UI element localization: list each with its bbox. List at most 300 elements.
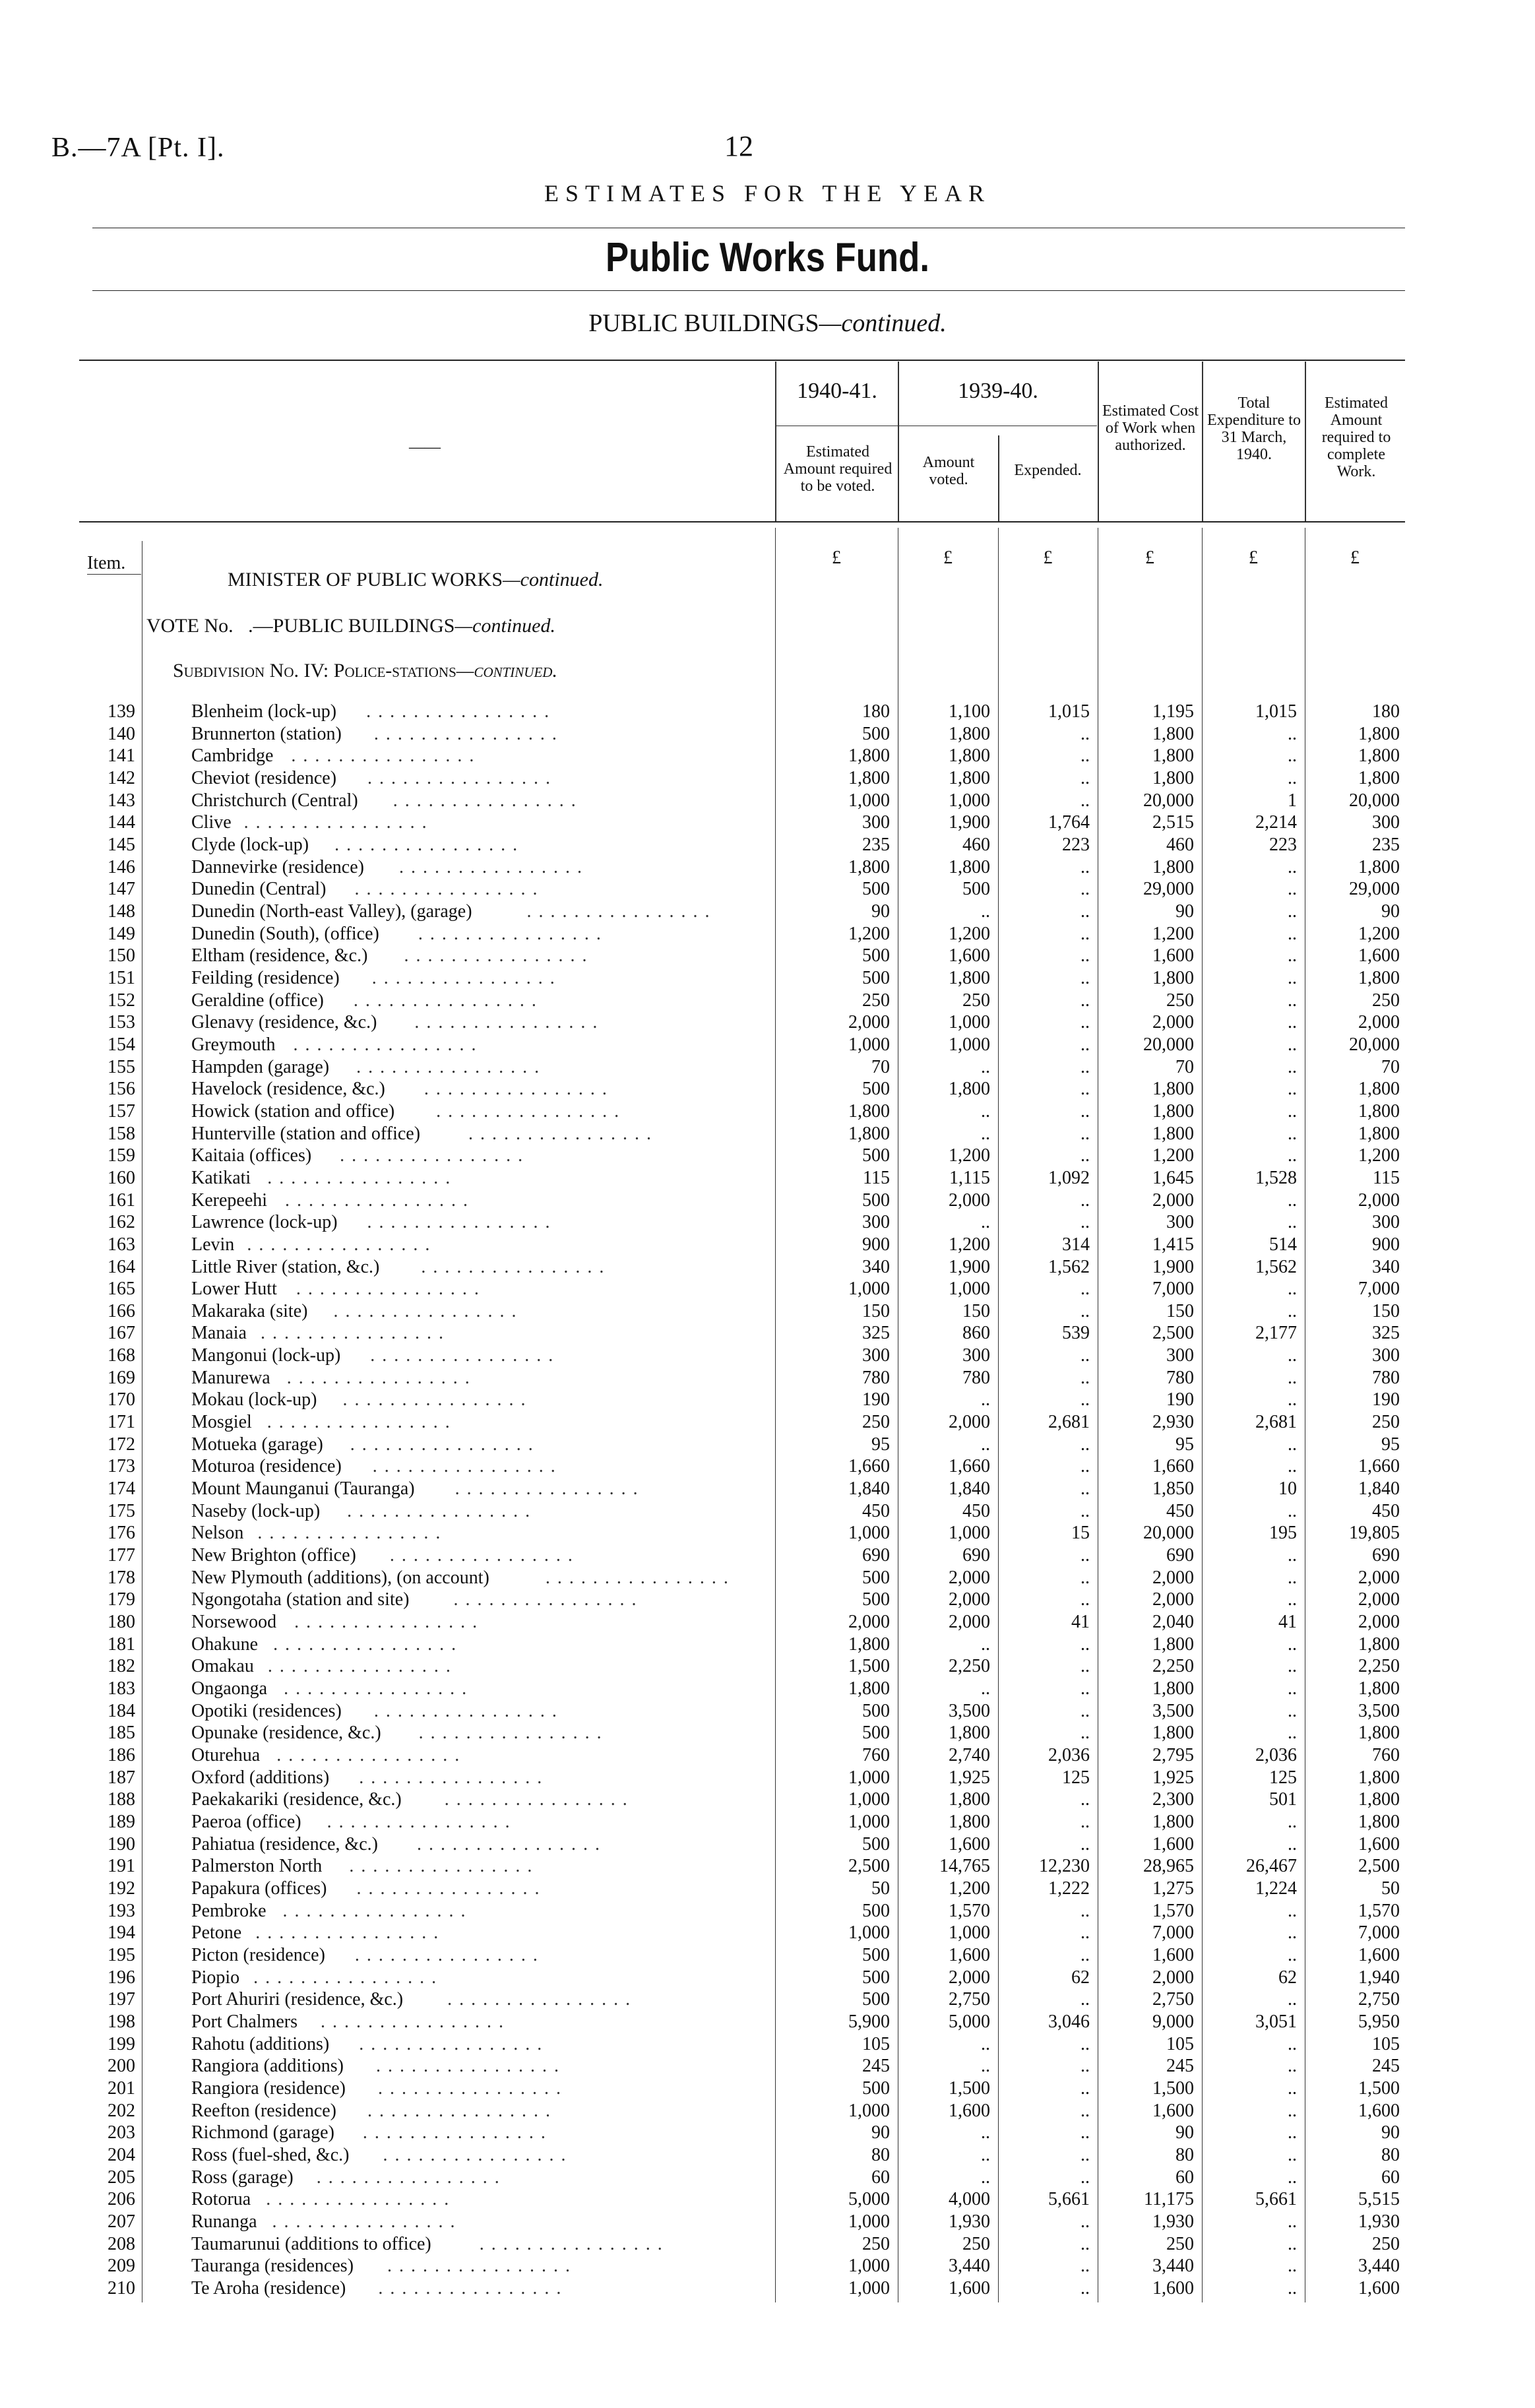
voted-1940-41: 5,000 [848, 2189, 890, 2210]
voted-1939-40: 3,500 [949, 1700, 990, 1721]
voted-1939-40: 1,660 [949, 1456, 990, 1477]
total-expenditure: .. [1288, 2122, 1297, 2143]
item-number: 144 [108, 812, 135, 833]
voted-1940-41: 500 [862, 967, 890, 988]
voted-1939-40: 1,800 [949, 1723, 990, 1744]
expended-1939-40: .. [1081, 1812, 1090, 1832]
voted-1939-40: .. [981, 1212, 990, 1233]
dot-leader: . . . . . . . . . . . . . . . . [366, 1456, 557, 1477]
total-expenditure: .. [1288, 1922, 1297, 1944]
table-row [0, 701, 1535, 723]
item-number: 178 [108, 1567, 135, 1588]
estimated-cost: 250 [1166, 2233, 1194, 2254]
item-description: Clyde (lock-up) [191, 834, 309, 855]
expended-1939-40: .. [1081, 2033, 1090, 2054]
estimated-cost: 2,795 [1152, 1745, 1194, 1766]
total-expenditure: 223 [1269, 834, 1297, 855]
item-description: Kerepeehi [191, 1189, 268, 1211]
voted-1940-41: 500 [862, 1189, 890, 1211]
voted-1940-41: 780 [862, 1367, 890, 1388]
total-expenditure: 2,036 [1255, 1745, 1297, 1766]
voted-1939-40: 1,000 [949, 1034, 990, 1055]
voted-1939-40: 2,000 [949, 1412, 990, 1433]
item-description: Pembroke [191, 1900, 266, 1921]
item-description: Rotorua [191, 2189, 251, 2210]
dot-leader: . . . . . . . . . . . . . . . . [290, 1279, 480, 1300]
dot-leader: . . . . . . . . . . . . . . . . [353, 2033, 544, 2054]
expended-1939-40: .. [1081, 967, 1090, 988]
voted-1939-40: 2,000 [949, 1567, 990, 1588]
voted-1940-41: 1,660 [848, 1456, 890, 1477]
voted-1940-41: 190 [862, 1389, 890, 1410]
dot-leader: . . . . . . . . . . . . . . . . [261, 1656, 452, 1677]
estimated-cost: 780 [1166, 1367, 1194, 1388]
voted-1940-41: 95 [871, 1434, 890, 1455]
item-description: Levin [191, 1234, 235, 1255]
estimated-cost: 3,440 [1152, 2256, 1194, 2277]
item-description: Petone [191, 1922, 242, 1944]
voted-1940-41: 500 [862, 945, 890, 966]
table-row [0, 1878, 1535, 1900]
year-1939-header: 1939-40. [958, 379, 1038, 403]
item-description: Clive [191, 812, 232, 833]
estimated-cost: 20,000 [1143, 1034, 1194, 1055]
amount-to-complete: 80 [1381, 2144, 1400, 2165]
amount-to-complete: 1,200 [1358, 923, 1400, 944]
table-row [0, 1988, 1535, 2011]
table-row [0, 767, 1535, 790]
dot-leader: . . . . . . . . . . . . . . . . [261, 1412, 451, 1433]
voted-1939-40: 250 [962, 990, 990, 1011]
item-description: Port Ahuriri (residence, &c.) [191, 1989, 404, 2010]
voted-1940-41: 1,000 [848, 790, 890, 811]
expended-1939-40: 62 [1071, 1967, 1090, 1988]
table-row [0, 2233, 1535, 2256]
voted-1939-40: 450 [962, 1500, 990, 1521]
voted-1939-40: 1,600 [949, 945, 990, 966]
total-expenditure: .. [1288, 1812, 1297, 1832]
expended-1939-40: 1,092 [1048, 1167, 1090, 1188]
voted-1940-41: 1,800 [848, 1633, 890, 1655]
amount-to-complete: 29,000 [1349, 879, 1400, 900]
voted-1939-40: .. [981, 1123, 990, 1144]
expended-1939-40: .. [1081, 901, 1090, 922]
item-description: Greymouth [191, 1034, 276, 1055]
voted-1939-40: 1,800 [949, 767, 990, 788]
dot-leader: . . . . . . . . . . . . . . . . [383, 1545, 574, 1566]
dot-leader: . . . . . . . . . . . . . . . . [447, 1589, 638, 1610]
expended-1939-40: 12,230 [1039, 1856, 1090, 1877]
dot-leader: . . . . . . . . . . . . . . . . [449, 1478, 639, 1500]
expended-1939-40: .. [1081, 767, 1090, 788]
item-number: 139 [108, 701, 135, 722]
total-expenditure: .. [1288, 1279, 1297, 1300]
item-description: Paeroa (office) [191, 1812, 301, 1832]
total-expenditure: 2,214 [1255, 812, 1297, 833]
total-expenditure: 195 [1269, 1523, 1297, 1544]
item-number: 196 [108, 1967, 135, 1988]
item-description: Manaia [191, 1323, 247, 1344]
item-number: 159 [108, 1145, 135, 1166]
amount-to-complete: 235 [1372, 834, 1400, 855]
voted-1939-40: 1,000 [949, 1012, 990, 1033]
currency-symbol: £ [943, 548, 953, 568]
amount-to-complete: 2,750 [1358, 1989, 1400, 2010]
voted-1940-41: 1,800 [848, 1678, 890, 1699]
estimated-cost: 105 [1166, 2033, 1194, 2054]
table-row [0, 1345, 1535, 1367]
estimated-cost: 1,660 [1152, 1456, 1194, 1477]
item-description: Ngongotaha (station and site) [191, 1589, 410, 1610]
expended-1939-40: 314 [1062, 1234, 1090, 1255]
table-row [0, 856, 1535, 879]
table-row [0, 1767, 1535, 1789]
table-row [0, 1544, 1535, 1567]
expended-1939-40: .. [1081, 1700, 1090, 1721]
item-column-label: Item. [87, 553, 126, 573]
item-description: Cheviot (residence) [191, 767, 337, 788]
expended-1939-40: 125 [1062, 1767, 1090, 1788]
voted-1939-40: .. [981, 1633, 990, 1655]
total-expenditure: .. [1288, 1567, 1297, 1588]
dot-leader: . . . . . . . . . . . . . . . . [276, 1900, 467, 1921]
table-row [0, 2033, 1535, 2056]
table-row [0, 1389, 1535, 1411]
amount-to-complete: 2,000 [1358, 1589, 1400, 1610]
estimated-cost: 29,000 [1143, 879, 1194, 900]
dot-leader: . . . . . . . . . . . . . . . . [280, 1367, 471, 1388]
voted-1939-40: .. [981, 1434, 990, 1455]
amount-to-complete: 90 [1381, 2122, 1400, 2143]
column-rule [775, 362, 776, 521]
dot-leader: . . . . . . . . . . . . . . . . [360, 701, 551, 722]
estimated-cost: 7,000 [1152, 1922, 1194, 1944]
voted-1940-41: 500 [862, 1944, 890, 1965]
minister-heading-suffix: —continued. [503, 569, 604, 590]
estimated-cost: 190 [1166, 1389, 1194, 1410]
voted-1939-40: 1,800 [949, 745, 990, 767]
item-description: Nelson [191, 1523, 244, 1544]
item-description: Christchurch (Central) [191, 790, 358, 811]
expended-1939-40: .. [1081, 1345, 1090, 1366]
voted-1940-41: 325 [862, 1323, 890, 1344]
voted-1939-40: .. [981, 2033, 990, 2054]
item-description: Hunterville (station and office) [191, 1123, 421, 1144]
item-description: Opotiki (residences) [191, 1700, 342, 1721]
voted-1939-40: 1,500 [949, 2077, 990, 2099]
total-expenditure: .. [1288, 1500, 1297, 1521]
total-expenditure: .. [1288, 1012, 1297, 1033]
total-expenditure: .. [1288, 2211, 1297, 2232]
expended-1939-40: .. [1081, 990, 1090, 1011]
dot-leader: . . . . . . . . . . . . . . . . [539, 1567, 730, 1588]
item-description: Makaraka (site) [191, 1300, 308, 1321]
voted-1940-41: 690 [862, 1545, 890, 1566]
estimated-cost: 300 [1166, 1345, 1194, 1366]
amount-to-complete: 7,000 [1358, 1922, 1400, 1944]
expended-1939-40: .. [1081, 2122, 1090, 2143]
total-expenditure: .. [1288, 2144, 1297, 2165]
amount-to-complete: 690 [1372, 1545, 1400, 1566]
expended-1939-40: .. [1081, 1456, 1090, 1477]
expended-1939-40: .. [1081, 1034, 1090, 1055]
vote-heading-suffix: —continued. [454, 615, 555, 637]
item-description: Papakura (offices) [191, 1878, 327, 1899]
estimated-cost: 1,415 [1152, 1234, 1194, 1255]
total-expenditure: 1,562 [1255, 1256, 1297, 1277]
amount-to-complete: 1,800 [1358, 723, 1400, 744]
estimated-cost: 2,930 [1152, 1412, 1194, 1433]
dot-leader: . . . . . . . . . . . . . . . . [249, 1922, 440, 1944]
estimated-cost: 2,000 [1152, 1967, 1194, 1988]
voted-1939-40: 1,900 [949, 812, 990, 833]
amount-to-complete: 95 [1381, 1434, 1400, 1455]
total-expenditure: 26,467 [1246, 1856, 1297, 1877]
table-row [0, 1100, 1535, 1123]
item-description: Geraldine (office) [191, 990, 324, 1011]
item-description: Mosgiel [191, 1412, 252, 1433]
amount-to-complete: 250 [1372, 990, 1400, 1011]
estimated-cost: 1,925 [1152, 1767, 1194, 1788]
currency-symbol: £ [1043, 548, 1053, 568]
amount-to-complete: 20,000 [1349, 1034, 1400, 1055]
item-number: 181 [108, 1633, 135, 1655]
dot-leader: . . . . . . . . . . . . . . . . [364, 1345, 555, 1366]
voted-1939-40: 2,740 [949, 1745, 990, 1766]
estimated-cost: 1,600 [1152, 2277, 1194, 2298]
table-row [0, 1833, 1535, 1856]
total-expenditure: .. [1288, 1545, 1297, 1566]
dot-leader: . . . . . . . . . . . . . . . . [361, 1212, 551, 1233]
item-description: Picton (residence) [191, 1944, 325, 1965]
item-description: Ross (garage) [191, 2167, 294, 2188]
expended-1939-40: .. [1081, 1589, 1090, 1610]
total-expenditure: .. [1288, 1434, 1297, 1455]
table-row [0, 923, 1535, 945]
amount-to-complete: 1,800 [1358, 1789, 1400, 1810]
item-number: 169 [108, 1367, 135, 1388]
item-number: 148 [108, 901, 135, 922]
estimated-cost: 1,800 [1152, 1123, 1194, 1144]
item-description: Dannevirke (residence) [191, 856, 364, 877]
voted-1940-41: 500 [862, 1900, 890, 1921]
expended-1939-40: 2,681 [1048, 1412, 1090, 1433]
voted-1939-40: 4,000 [949, 2189, 990, 2210]
amount-to-complete: 190 [1372, 1389, 1400, 1410]
expended-1939-40: .. [1081, 1279, 1090, 1300]
expended-1939-40: .. [1081, 1300, 1090, 1321]
fund-title: Public Works Fund. [606, 235, 929, 280]
expended-1939-40: .. [1081, 1656, 1090, 1677]
voted-1939-40: 2,000 [949, 1589, 990, 1610]
amount-to-complete: 1,800 [1358, 1723, 1400, 1744]
dot-leader: . . . . . . . . . . . . . . . . [356, 2122, 547, 2143]
dot-leader: . . . . . . . . . . . . . . . . [329, 834, 519, 855]
amount-to-complete: 900 [1372, 1234, 1400, 1255]
item-description: Ohakune [191, 1633, 259, 1655]
amount-to-complete: 20,000 [1349, 790, 1400, 811]
subdivision-heading-suffix: —continued. [456, 660, 557, 681]
table-row [0, 1789, 1535, 1811]
dot-leader: . . . . . . . . . . . . . . . . [348, 879, 539, 900]
estimated-cost: 450 [1166, 1500, 1194, 1521]
expended-1939-40: 1,562 [1048, 1256, 1090, 1277]
expended-1939-40: .. [1081, 2233, 1090, 2254]
expended-1939-40: .. [1081, 1100, 1090, 1122]
document-reference: B.—7A [Pt. I]. [51, 133, 225, 163]
total-expenditure: .. [1288, 923, 1297, 944]
estimated-cost: 20,000 [1143, 1523, 1194, 1544]
dot-leader: . . . . . . . . . . . . . . . . [315, 2011, 505, 2032]
total-expenditure: 1,528 [1255, 1167, 1297, 1188]
voted-1940-41: 115 [863, 1167, 890, 1188]
item-description: Manurewa [191, 1367, 270, 1388]
amount-to-complete: 2,000 [1358, 1189, 1400, 1211]
table-row [0, 2144, 1535, 2167]
item-number: 185 [108, 1723, 135, 1744]
item-number: 182 [108, 1656, 135, 1677]
table-row [0, 2011, 1535, 2033]
amount-to-complete: 1,600 [1358, 2100, 1400, 2121]
total-expenditure: .. [1288, 723, 1297, 744]
total-expenditure: .. [1288, 2033, 1297, 2054]
total-expenditure: .. [1288, 1700, 1297, 1721]
item-description: Little River (station, &c.) [191, 1256, 380, 1277]
estimated-cost: 3,500 [1152, 1700, 1194, 1721]
voted-1940-41: 60 [871, 2167, 890, 2188]
column-rule [1305, 362, 1306, 521]
table-row [0, 1300, 1535, 1323]
estimated-cost: 90 [1175, 901, 1194, 922]
total-expenditure: .. [1288, 1079, 1297, 1100]
dot-leader: . . . . . . . . . . . . . . . . [247, 1967, 438, 1988]
total-expenditure: .. [1288, 2233, 1297, 2254]
table-top-rule [79, 360, 1405, 361]
total-expenditure: .. [1288, 1589, 1297, 1610]
estimated-cost: 60 [1175, 2167, 1194, 2188]
estimated-cost: 1,800 [1152, 767, 1194, 788]
voted-1939-40: .. [981, 1100, 990, 1122]
voted-1940-41: 235 [862, 834, 890, 855]
divider [92, 290, 1405, 291]
amount-to-complete: 1,800 [1358, 856, 1400, 877]
voted-1939-40: 1,200 [949, 1145, 990, 1166]
item-number: 186 [108, 1745, 135, 1766]
amount-to-complete: 1,600 [1358, 1944, 1400, 1965]
section-title-suffix: —continued. [819, 309, 947, 337]
dot-leader: . . . . . . . . . . . . . . . . [237, 812, 428, 833]
currency-symbol: £ [1249, 548, 1258, 568]
item-description: Dunedin (South), (office) [191, 923, 379, 944]
amount-to-complete: 1,800 [1358, 1123, 1400, 1144]
item-description: Dunedin (North-east Valley), (garage) [191, 901, 472, 922]
estimated-cost: 2,000 [1152, 1189, 1194, 1211]
voted-1940-41: 250 [862, 990, 890, 1011]
item-description: Reefton (residence) [191, 2100, 336, 2121]
year-1940-header: 1940-41. [797, 379, 877, 403]
table-row [0, 1211, 1535, 1234]
voted-1939-40: 1,800 [949, 1812, 990, 1832]
item-number: 175 [108, 1500, 135, 1521]
dot-leader: . . . . . . . . . . . . . . . . [266, 2211, 456, 2232]
dot-leader: . . . . . . . . . . . . . . . . [350, 1056, 541, 1077]
amount-to-complete: 1,570 [1358, 1900, 1400, 1921]
voted-1939-40: .. [981, 1056, 990, 1077]
voted-1940-41: 1,000 [848, 1034, 890, 1055]
total-expenditure: .. [1288, 1345, 1297, 1366]
voted-1940-41: 2,000 [848, 1012, 890, 1033]
dot-leader: . . . . . . . . . . . . . . . . [408, 1012, 599, 1033]
total-expenditure: .. [1288, 1944, 1297, 1965]
amount-to-complete: 19,805 [1349, 1523, 1400, 1544]
voted-1940-41: 500 [862, 2077, 890, 2099]
expended-1939-40: .. [1081, 1478, 1090, 1500]
dot-leader: . . . . . . . . . . . . . . . . [398, 945, 588, 966]
minister-heading-text: MINISTER OF PUBLIC WORKS [228, 569, 503, 590]
item-number: 203 [108, 2122, 135, 2143]
item-description: Palmerston North [191, 1856, 323, 1877]
dot-leader: . . . . . . . . . . . . . . . . [261, 1167, 452, 1188]
column-rule [898, 362, 899, 521]
item-number: 189 [108, 1812, 135, 1832]
dot-leader: . . . . . . . . . . . . . . . . [327, 1300, 518, 1321]
amount-to-complete: 70 [1381, 1056, 1400, 1077]
page-number: 12 [724, 130, 753, 162]
voted-1939-40: 1,800 [949, 1079, 990, 1100]
expended-1939-40: .. [1081, 723, 1090, 744]
estimated-cost: 250 [1166, 990, 1194, 1011]
dot-leader: . . . . . . . . . . . . . . . . [438, 1789, 629, 1810]
item-description: Opunake (residence, &c.) [191, 1723, 381, 1744]
item-number: 183 [108, 1678, 135, 1699]
table-row [0, 967, 1535, 990]
item-description: Port Chalmers [191, 2011, 298, 2032]
currency-symbol: £ [1350, 548, 1360, 568]
description-header: —— [409, 439, 441, 456]
total-expenditure: .. [1288, 1123, 1297, 1144]
expended-1939-40: .. [1081, 2211, 1090, 2232]
amount-to-complete: 1,940 [1358, 1967, 1400, 1988]
voted-1940-41: 70 [871, 1056, 890, 1077]
total-expenditure: 62 [1278, 1967, 1297, 1988]
dot-leader: . . . . . . . . . . . . . . . . [350, 1878, 541, 1899]
total-expenditure: .. [1288, 1833, 1297, 1854]
dot-leader: . . . . . . . . . . . . . . . . [361, 2100, 551, 2121]
dot-leader: . . . . . . . . . . . . . . . . [344, 1434, 534, 1455]
amount-to-complete: 2,000 [1358, 1612, 1400, 1633]
estimated-cost: 1,200 [1152, 1145, 1194, 1166]
item-description: Mount Maunganui (Tauranga) [191, 1478, 415, 1500]
expended-1939-40: .. [1081, 945, 1090, 966]
total-expenditure: .. [1288, 1989, 1297, 2010]
item-number: 180 [108, 1612, 135, 1633]
expended-1939-40: .. [1081, 1789, 1090, 1810]
amount-to-complete: 1,800 [1358, 745, 1400, 767]
voted-1940-41: 180 [862, 701, 890, 722]
voted-1940-41: 1,800 [848, 1123, 890, 1144]
voted-1939-40: .. [981, 901, 990, 922]
item-description: Brunnerton (station) [191, 723, 342, 744]
voted-1939-40: 1,200 [949, 923, 990, 944]
voted-1940-41: 2,500 [848, 1856, 890, 1877]
estimated-cost: 1,600 [1152, 2100, 1194, 2121]
item-description: Mangonui (lock-up) [191, 1345, 341, 1366]
item-number: 179 [108, 1589, 135, 1610]
voted-1939-40: 3,440 [949, 2256, 990, 2277]
estimated-cost: 1,800 [1152, 967, 1194, 988]
voted-1939-40: 1,600 [949, 2277, 990, 2298]
item-description: Rahotu (additions) [191, 2033, 330, 2054]
